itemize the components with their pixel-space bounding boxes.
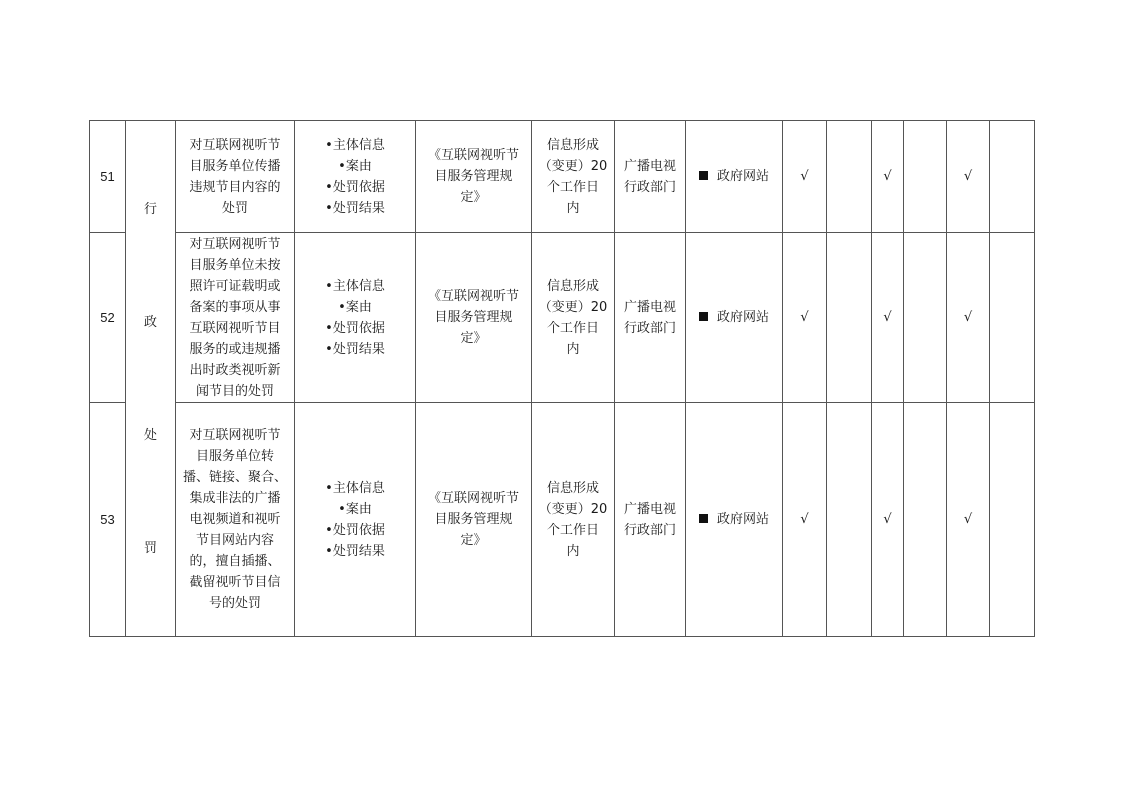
item-line: 照许可证载明或 bbox=[189, 278, 281, 294]
content-line: •主体信息 bbox=[325, 480, 385, 496]
item-line: 对互联网视听节 bbox=[189, 428, 281, 443]
dept-line: 广播电视 bbox=[623, 158, 676, 174]
check-cell: √ bbox=[947, 233, 990, 403]
content-line: •案由 bbox=[338, 501, 372, 517]
basis-cell bbox=[416, 403, 532, 637]
square-bullet-icon bbox=[699, 312, 708, 321]
basis-line: 定》 bbox=[460, 533, 487, 548]
check-cell: √ bbox=[872, 121, 904, 233]
content-line: •案由 bbox=[338, 299, 372, 315]
department-cell bbox=[615, 121, 686, 233]
category-char: 处 bbox=[143, 427, 157, 443]
item-line: 的，擅自插播、 bbox=[189, 554, 281, 569]
table-row bbox=[90, 233, 1035, 403]
check-cell bbox=[827, 121, 872, 233]
content-line: •处罚结果 bbox=[325, 341, 385, 357]
check-cell: √ bbox=[783, 121, 827, 233]
basis-line: 《互联网视听节 bbox=[427, 491, 519, 506]
item-line: 出时政类视听新 bbox=[189, 362, 281, 378]
item-line: 电视频道和视听 bbox=[189, 512, 281, 527]
content-line: •处罚依据 bbox=[325, 320, 385, 336]
basis-line: 《互联网视听节 bbox=[427, 289, 519, 304]
row-number: 52 bbox=[90, 233, 126, 403]
check-cell bbox=[827, 403, 872, 637]
row-number: 51 bbox=[90, 121, 126, 233]
disclosure-table bbox=[89, 120, 1035, 637]
basis-line: 目服务管理规 bbox=[434, 169, 513, 184]
item-line: 备案的事项从事 bbox=[189, 299, 281, 315]
item-line: 节目网站内容 bbox=[195, 533, 274, 548]
time-line: 信息形成 bbox=[546, 137, 599, 153]
table-row bbox=[90, 403, 1035, 637]
time-line: （变更）20 bbox=[538, 501, 608, 517]
time-line: 信息形成 bbox=[546, 278, 599, 294]
content-line: •处罚依据 bbox=[325, 179, 385, 195]
content-cell bbox=[295, 233, 416, 403]
basis-line: 定》 bbox=[460, 190, 487, 205]
content-line: •处罚结果 bbox=[325, 543, 385, 559]
item-line: 目服务单位未按 bbox=[189, 257, 281, 273]
channel-label: 政府网站 bbox=[716, 169, 769, 184]
item-line: 闻节目的处罚 bbox=[195, 383, 274, 399]
check-cell: √ bbox=[947, 121, 990, 233]
dept-line: 广播电视 bbox=[623, 501, 676, 517]
channel-label: 政府网站 bbox=[716, 512, 769, 527]
item-line: 违规节目内容的 bbox=[189, 179, 281, 195]
category-char: 罚 bbox=[143, 540, 157, 556]
basis-cell bbox=[416, 121, 532, 233]
check-cell bbox=[904, 403, 947, 637]
time-line: 内 bbox=[566, 341, 580, 357]
item-cell bbox=[176, 233, 295, 403]
item-line: 目服务单位传播 bbox=[189, 158, 281, 174]
basis-line: 目服务管理规 bbox=[434, 512, 513, 527]
check-cell bbox=[990, 233, 1035, 403]
item-line: 处罚 bbox=[221, 200, 248, 216]
time-line: 内 bbox=[566, 543, 580, 559]
check-cell bbox=[904, 121, 947, 233]
item-line: 对互联网视听节 bbox=[189, 236, 281, 252]
row-number: 53 bbox=[90, 403, 126, 637]
basis-line: 定》 bbox=[460, 331, 487, 346]
category-cell bbox=[126, 121, 176, 637]
item-line: 集成非法的广播 bbox=[189, 491, 281, 506]
item-line: 截留视听节目信 bbox=[189, 575, 281, 590]
time-limit-cell bbox=[532, 121, 615, 233]
time-line: （变更）20 bbox=[538, 158, 608, 174]
time-limit-cell bbox=[532, 233, 615, 403]
time-line: 个工作日 bbox=[546, 522, 599, 538]
content-line: •处罚结果 bbox=[325, 200, 385, 216]
time-line: 个工作日 bbox=[546, 320, 599, 336]
channel-cell bbox=[686, 403, 783, 637]
check-cell: √ bbox=[947, 403, 990, 637]
time-limit-cell bbox=[532, 403, 615, 637]
basis-line: 《互联网视听节 bbox=[427, 148, 519, 163]
check-cell: √ bbox=[872, 233, 904, 403]
check-cell bbox=[827, 233, 872, 403]
content-line: •主体信息 bbox=[325, 137, 385, 153]
time-line: 信息形成 bbox=[546, 480, 599, 496]
check-cell: √ bbox=[783, 403, 827, 637]
department-cell bbox=[615, 403, 686, 637]
item-line: 互联网视听节目 bbox=[189, 320, 281, 336]
table-row bbox=[90, 121, 1035, 233]
content-line: •案由 bbox=[338, 158, 372, 174]
item-line: 播、链接、聚合、 bbox=[182, 470, 287, 485]
square-bullet-icon bbox=[699, 514, 708, 523]
item-line: 目服务单位转 bbox=[195, 449, 274, 464]
item-cell bbox=[176, 403, 295, 637]
time-line: 个工作日 bbox=[546, 179, 599, 195]
check-cell bbox=[990, 403, 1035, 637]
check-cell bbox=[904, 233, 947, 403]
category-label bbox=[126, 199, 175, 559]
check-cell: √ bbox=[872, 403, 904, 637]
square-bullet-icon bbox=[699, 171, 708, 180]
time-line: 内 bbox=[566, 200, 580, 216]
department-cell bbox=[615, 233, 686, 403]
category-char: 行 bbox=[143, 201, 157, 217]
category-char: 政 bbox=[143, 314, 157, 330]
content-line: •处罚依据 bbox=[325, 522, 385, 538]
basis-line: 目服务管理规 bbox=[434, 310, 513, 325]
content-cell bbox=[295, 403, 416, 637]
item-cell bbox=[176, 121, 295, 233]
dept-line: 行政部门 bbox=[623, 179, 676, 195]
dept-line: 行政部门 bbox=[623, 522, 676, 538]
item-line: 对互联网视听节 bbox=[189, 137, 281, 153]
check-cell bbox=[990, 121, 1035, 233]
content-cell bbox=[295, 121, 416, 233]
channel-label: 政府网站 bbox=[716, 310, 769, 325]
item-line: 服务的或违规播 bbox=[189, 341, 281, 357]
channel-cell bbox=[686, 233, 783, 403]
content-line: •主体信息 bbox=[325, 278, 385, 294]
dept-line: 广播电视 bbox=[623, 299, 676, 315]
basis-cell bbox=[416, 233, 532, 403]
dept-line: 行政部门 bbox=[623, 320, 676, 336]
channel-cell bbox=[686, 121, 783, 233]
item-line: 号的处罚 bbox=[208, 596, 261, 611]
check-cell: √ bbox=[783, 233, 827, 403]
time-line: （变更）20 bbox=[538, 299, 608, 315]
